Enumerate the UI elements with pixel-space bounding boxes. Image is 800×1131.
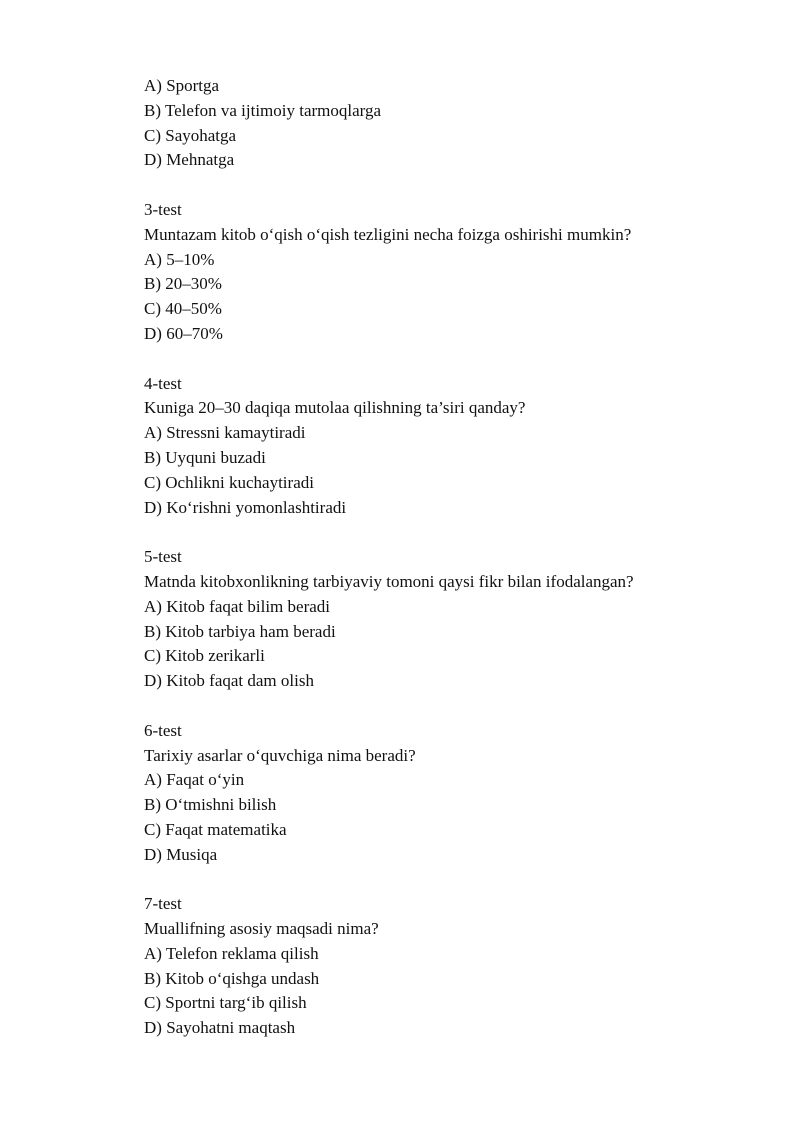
- option: D) Mehnatga: [144, 150, 235, 170]
- option: B) O‘tmishni bilish: [144, 795, 277, 815]
- option: C) Sayohatga: [144, 125, 237, 145]
- option: A) Telefon reklama qilish: [144, 943, 319, 963]
- option: B) Uyquni buzadi: [144, 447, 266, 467]
- test-question: Matnda kitobxonlikning tarbiyaviy tomoni qaysi fikr bilan ifodalangan?: [144, 571, 634, 591]
- test-5: [144, 545, 744, 694]
- option: A) Kitob faqat bilim beradi: [144, 596, 331, 616]
- option: D) Musiqa: [144, 844, 218, 864]
- test-label: 7-test: [144, 894, 182, 914]
- option: B) Kitob o‘qishga undash: [144, 968, 320, 988]
- option: C) Kitob zerikarli: [144, 646, 265, 666]
- option: B) Telefon va ijtimoiy tarmoqlarga: [144, 100, 382, 120]
- test-6: [144, 719, 744, 868]
- option: B) Kitob tarbiya ham beradi: [144, 621, 336, 641]
- test-label: 5-test: [144, 547, 182, 567]
- test-label: 4-test: [144, 373, 182, 393]
- document-page: [144, 74, 744, 1041]
- test-4: [144, 372, 744, 521]
- option: D) Kitob faqat dam olish: [144, 671, 314, 691]
- spacer: [144, 694, 744, 719]
- test-question: Tarixiy asarlar o‘quvchiga nima beradi?: [144, 745, 416, 765]
- test-question: Kuniga 20–30 daqiqa mutolaa qilishning ta’siri qanday?: [144, 398, 526, 418]
- option: B) 20–30%: [144, 274, 222, 294]
- option: D) Sayohatni maqtash: [144, 1018, 296, 1038]
- option: D) Ko‘rishni yomonlashtiradi: [144, 497, 347, 517]
- option: A) Stressni kamaytiradi: [144, 423, 306, 443]
- option: A) 5–10%: [144, 249, 215, 269]
- option: C) 40–50%: [144, 299, 222, 319]
- intro-options: [144, 74, 744, 173]
- spacer: [144, 520, 744, 545]
- option: A) Faqat o‘yin: [144, 770, 245, 790]
- test-7: [144, 892, 744, 1041]
- test-label: 3-test: [144, 199, 182, 219]
- option: C) Sportni targ‘ib qilish: [144, 993, 307, 1013]
- option: C) Faqat matematika: [144, 819, 287, 839]
- spacer: [144, 868, 744, 893]
- option: D) 60–70%: [144, 323, 223, 343]
- test-label: 6-test: [144, 720, 182, 740]
- spacer: [144, 173, 744, 198]
- test-3: [144, 198, 744, 347]
- option: A) Sportga: [144, 76, 220, 95]
- test-question: Muallifning asosiy maqsadi nima?: [144, 919, 379, 939]
- test-question: Muntazam kitob o‘qish o‘qish tezligini necha foizga oshirishi mumkin?: [144, 224, 632, 244]
- spacer: [144, 347, 744, 372]
- option: C) Ochlikni kuchaytiradi: [144, 472, 314, 492]
